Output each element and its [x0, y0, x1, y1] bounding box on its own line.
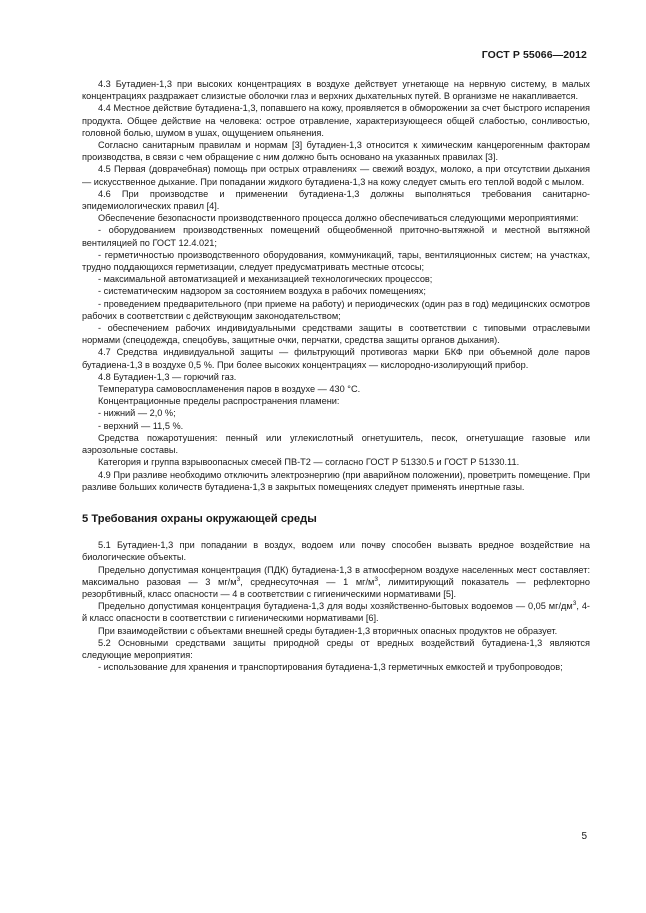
paragraph-secondary-products: При взаимодействии с объектами внешней среды бутадиен-1,3 вторичных опасных продуктов не образует. [98, 625, 558, 636]
paragraph-safety-measures: Обеспечение безопасности производственного процесса должно обеспечиваться следующими мероприятиями: [98, 213, 579, 224]
paragraph-flame-limits: Концентрационные пределы распространения пламени: [98, 396, 340, 407]
paragraph-explosive-category: Категория и группа взрывоопасных смесей ПВ-Т2 — согласно ГОСТ Р 51330.5 и ГОСТ Р 51330.11. [98, 457, 520, 468]
pdk-text-c: , лимитирующий показатель — рефлекторно резорбтивный, класс опасности — 4 в соответствии с гигиеническими нормативами [5]. [82, 576, 590, 599]
paragraph-4-4: 4.4 Местное действие бутадиена-1,3, попавшего на кожу, проявляется в обморожении за счет быстрого испарения продукта. Общее действие на человека: острое отравление, характеризующееся общей слабостью, сонливостью, головной болью, шумом в ушах, ощущением опьянения. [82, 103, 590, 138]
superscript-3: 3 [374, 575, 378, 583]
paragraph-4-7: 4.7 Средства индивидуальной защиты — фильтрующий противогаз марки БКФ при объемной доле паров бутадиена-1,3 в воздухе 0,5 %. При более высоких концентрациях — кислородно-изолирующий прибор. [82, 347, 590, 370]
list-item-automation: - максимальной автоматизацией и механизацией технологических процессов; [98, 274, 433, 285]
paragraph-atmospheric-pdk [82, 564, 590, 601]
paragraph-water-pdk [82, 600, 590, 624]
paragraph-carcinogen: Согласно санитарным правилам и нормам [3] бутадиен-1,3 относится к химическим канцерогенным факторам производства, в связи с чем обращение с ним должно быть основано на указанных правилах [3]. [82, 140, 590, 163]
paragraph-5-1: 5.1 Бутадиен-1,3 при попадании в воздух, водоем или почву способен вызвать вредное воздействие на биологические объекты. [82, 540, 590, 563]
paragraph-4-9: 4.9 При разливе необходимо отключить электроэнергию (при аварийном положении), проветрить помещение. При разливе больших количеств бутадиена-1,3 в закрытых помещениях следует применять инертные газы. [82, 469, 590, 492]
water-pdk-text-a: Предельно допустимая концентрация бутадиена-1,3 для воды хозяйственно-бытовых водоемов — 0,05 мг/дм [98, 601, 573, 612]
list-item-upper-limit: - верхний — 11,5 %. [98, 420, 184, 431]
document-body [82, 78, 590, 673]
list-item-lower-limit: - нижний — 2,0 %; [98, 408, 176, 419]
pdk-text-b: , среднесуточная — 1 мг/м [240, 576, 375, 587]
list-item-sealing: - герметичностью производственного оборудования, коммуникаций, тары, вентиляционных систем; на участках, трудно поддающихся герметизации, следует предусматривать местные отсосы; [82, 249, 590, 273]
paragraph-5-2: 5.2 Основными средствами защиты природной среды от вредных воздействий бутадиена-1,3 являются следующие мероприятия: [82, 637, 590, 660]
list-item-ventilation: - оборудованием производственных помещений общеобменной приточно-вытяжной и местной вытяжной вентиляцией по ГОСТ 12.4.021; [82, 225, 590, 248]
list-item-medical-exams: - проведением предварительного (при приеме на работу) и периодических (один раз в год) медицинских осмотров рабочих в соответствии с действующим законодательством; [82, 298, 590, 321]
page-number: 5 [581, 831, 587, 842]
section-5-heading: 5 Требования охраны окружающей среды [82, 512, 317, 525]
paragraph-4-5: 4.5 Первая (доврачебная) помощь при острых отравлениях — свежий воздух, молоко, а при отсутствии дыхания — искусственное дыхание. При попадании жидкого бутадиена-1,3 на кожу следует смыть его теплой водой с мылом. [82, 164, 590, 187]
water-pdk-text-b: , 4-й класс опасности в соответствии с гигиеническими нормативами [6]. [82, 601, 590, 624]
list-item-air-monitoring: - систематическим надзором за состоянием воздуха в рабочих помещениях; [98, 286, 426, 297]
superscript-3: 3 [236, 575, 241, 583]
document-number: ГОСТ Р 55066—2012 [481, 49, 587, 61]
pdk-text-a: Предельно допустимая концентрация (ПДК) бутадиена-1,3 в атмосферном воздухе населенных мест составляет: максимально разовая — 3 мг/м [82, 564, 590, 587]
paragraph-extinguishing: Средства пожаротушения: пенный или углекислотный огнетушитель, песок, огнетушащие газовые или аэрозольные составы. [82, 432, 590, 456]
paragraph-4-3: 4.3 Бутадиен-1,3 при высоких концентрациях в воздухе действует угнетающе на нервную систему, в малых концентрациях раздражает слизистые оболочки глаз и верхних дыхательных путей. В организме не накапливается. [82, 79, 590, 102]
list-item-protective-equipment: - обеспечением рабочих индивидуальными средствами защиты в соответствии с типовыми отраслевыми нормами (спецодежда, спецобувь, защитные очки, перчатки, средства защиты органов дыхания). [82, 323, 590, 346]
paragraph-autoignition: Температура самовоспламенения паров в воздухе — 430 °С. [98, 384, 361, 395]
paragraph-4-6: 4.6 При производстве и применении бутадиена-1,3 должны выполняться требования санитарно-эпидемиологических правил [4]. [82, 188, 590, 212]
superscript-3: 3 [572, 600, 577, 608]
list-item-sealed-containers: - использование для хранения и транспортирования бутадиена-1,3 герметичных емкостей и трубопроводов; [98, 662, 563, 673]
paragraph-4-8: 4.8 Бутадиен-1,3 — горючий газ. [98, 371, 237, 382]
